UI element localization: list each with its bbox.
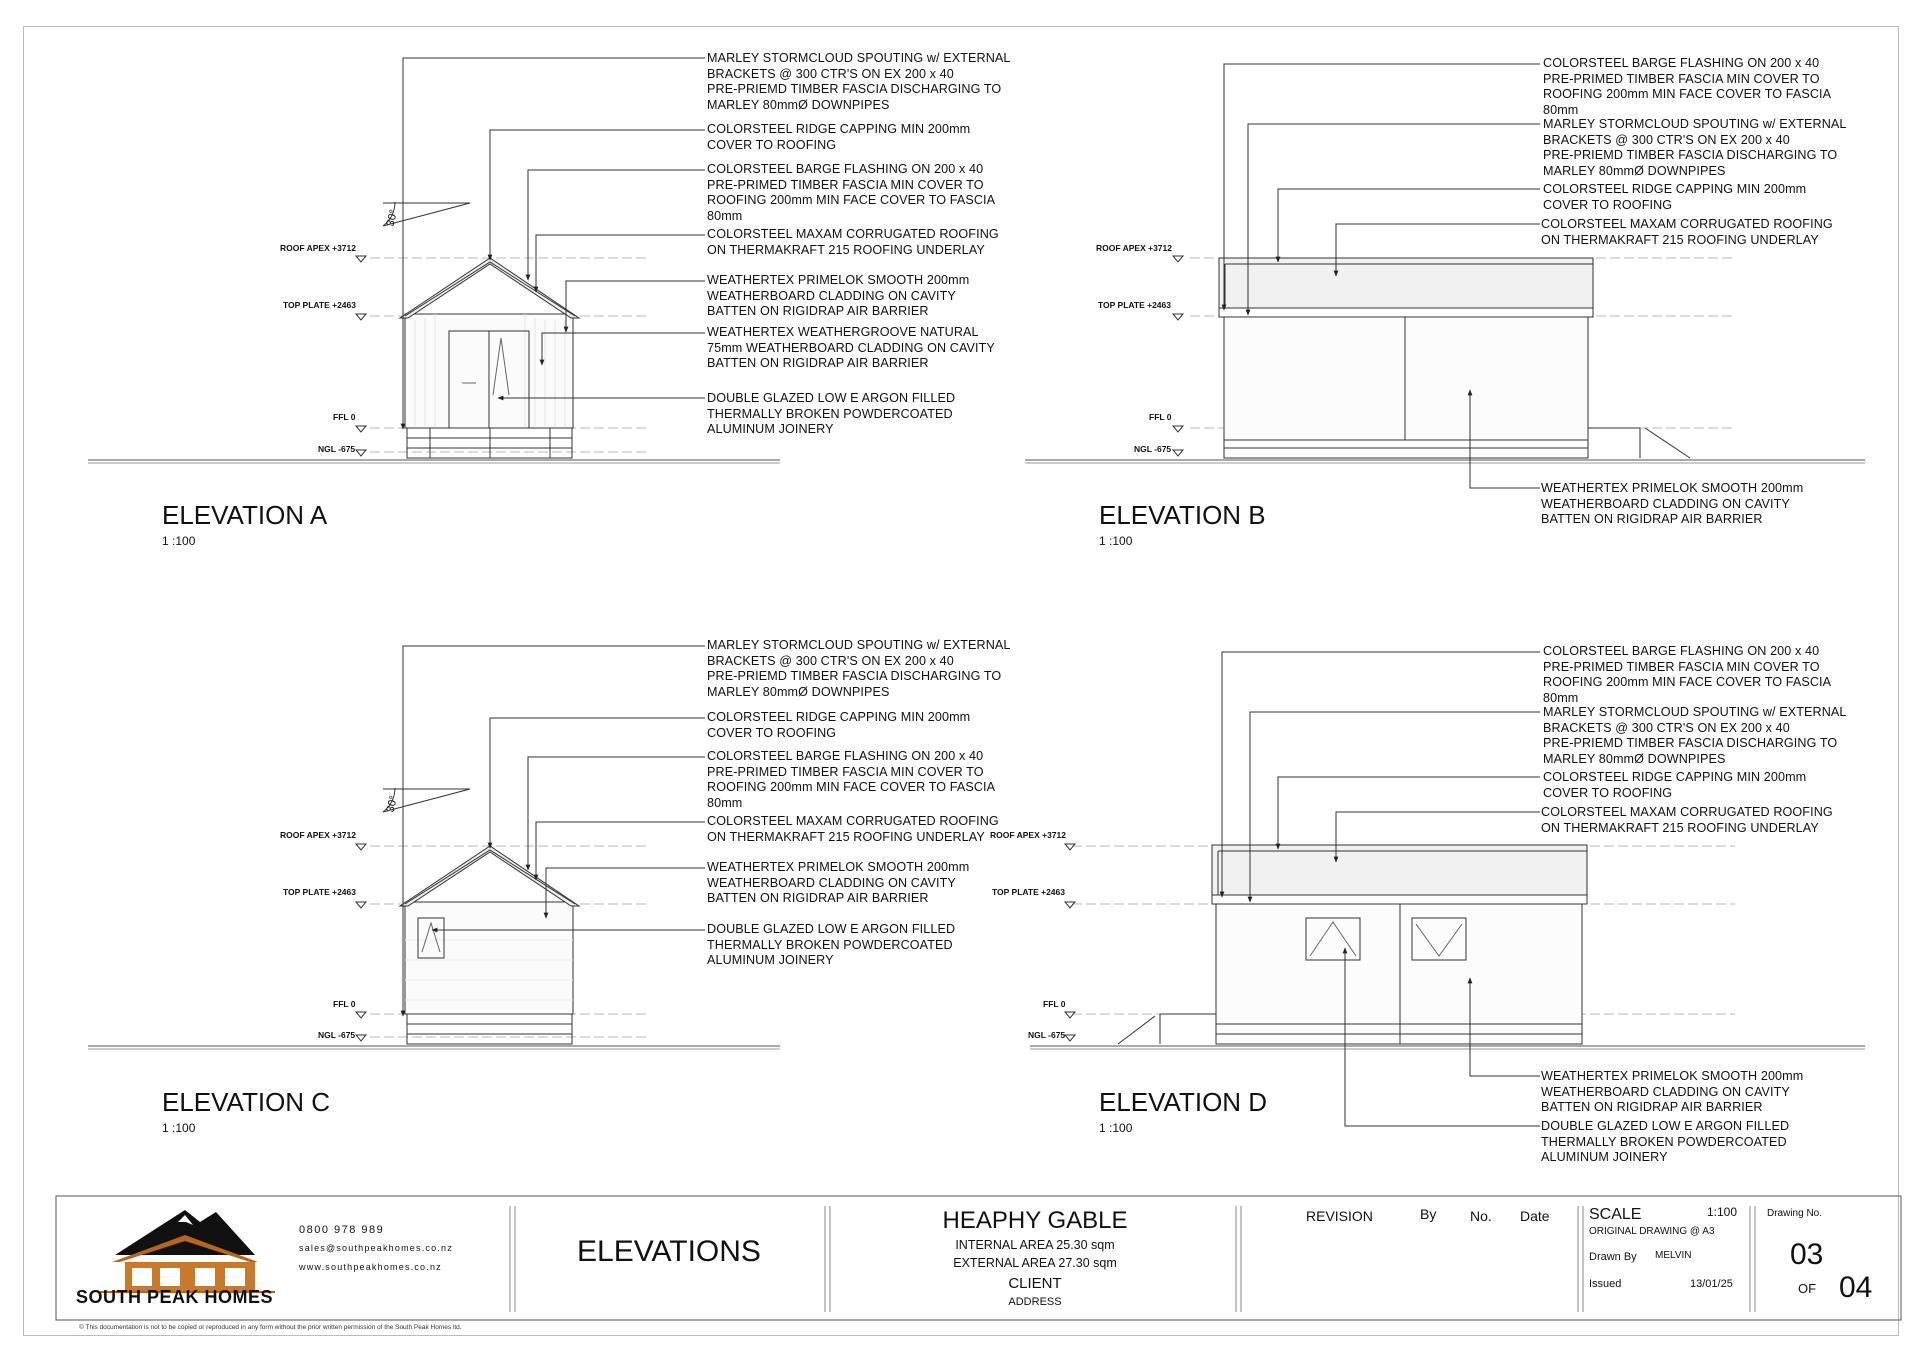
level-ngl: NGL -675 [1028, 1030, 1066, 1040]
note-b-barge: COLORSTEEL BARGE FLASHING ON 200 x 40 PRE-PRIMED TIMBER FASCIA MIN COVER TO ROOFING 200mm MIN FACE COVER TO FASCIA 80mm [1543, 56, 1832, 117]
level-roof-apex: ROOF APEX +3712 [1096, 243, 1172, 253]
revision-date-header: Date [1520, 1208, 1550, 1224]
note-a-primelok: WEATHERTEX PRIMELOK SMOOTH 200mm WEATHERBOARD CLADDING ON CAVITY BATTEN ON RIGIDRAP AIR BARRIER [707, 273, 970, 318]
copyright-disclaimer: © This documentation is not to be copied or reproduced in any form without the prior written permission of the South Peak Homes ltd. [79, 1324, 462, 1331]
note-d-spouting: MARLEY STORMCLOUD SPOUTING w/ EXTERNAL BRACKETS @ 300 CTR'S ON EX 200 x 40 PRE-PRIEMD TIMBER FASCIA DISCHARGING TO MARLEY 80mmØ DOWNPIPES [1543, 705, 1847, 766]
note-d-ridge: COLORSTEEL RIDGE CAPPING MIN 200mm COVER TO ROOFING [1543, 770, 1807, 800]
company-logo [100, 1210, 275, 1292]
company-website: www.southpeakhomes.co.nz [299, 1262, 442, 1272]
drawing-total: 04 [1839, 1271, 1873, 1304]
sheet-title: ELEVATIONS [577, 1235, 761, 1268]
level-top-plate: TOP PLATE +2463 [1098, 300, 1171, 310]
level-roof-apex: ROOF APEX +3712 [280, 243, 356, 253]
drawn-by-label: Drawn By [1589, 1251, 1637, 1263]
drawing-no-label: Drawing No. [1767, 1208, 1823, 1219]
level-top-plate: TOP PLATE +2463 [283, 300, 356, 310]
elevation-a-drawing [88, 58, 780, 463]
elevation-d-title: ELEVATION D [1099, 1087, 1268, 1117]
note-a-ridge: COLORSTEEL RIDGE CAPPING MIN 200mm COVER TO ROOFING [707, 122, 971, 152]
issued-date: 13/01/25 [1690, 1278, 1733, 1290]
elevation-a-title: ELEVATION A [162, 500, 328, 530]
elevation-d-scale: 1 :100 [1099, 1121, 1133, 1135]
level-ngl: NGL -675 [318, 1030, 356, 1040]
note-c-ridge: COLORSTEEL RIDGE CAPPING MIN 200mm COVER TO ROOFING [707, 710, 971, 740]
original-size: ORIGINAL DRAWING @ A3 [1589, 1226, 1715, 1237]
company-email: sales@southpeakhomes.co.nz [299, 1243, 453, 1253]
level-ngl: NGL -675 [318, 444, 356, 454]
revision-by-header: By [1420, 1206, 1437, 1222]
external-area: EXTERNAL AREA 27.30 sqm [953, 1256, 1117, 1270]
elevation-a-scale: 1 :100 [162, 534, 196, 548]
issued-label: Issued [1589, 1278, 1622, 1290]
note-d-primelok: WEATHERTEX PRIMELOK SMOOTH 200mm WEATHERBOARD CLADDING ON CAVITY BATTEN ON RIGIDRAP AIR BARRIER [1541, 1069, 1804, 1114]
note-b-roofing: COLORSTEEL MAXAM CORRUGATED ROOFING ON THERMAKRAFT 215 ROOFING UNDERLAY [1541, 217, 1833, 247]
level-ffl: FFL 0 [333, 412, 356, 422]
note-a-spouting: MARLEY STORMCLOUD SPOUTING w/ EXTERNAL BRACKETS @ 300 CTR'S ON EX 200 x 40 PRE-PRIEMD TIMBER FASCIA DISCHARGING TO MARLEY 80mmØ DOWNPIPES [707, 51, 1011, 112]
pitch-label: 30° [384, 794, 401, 814]
company-name: SOUTH PEAK HOMES [76, 1287, 274, 1307]
note-c-barge: COLORSTEEL BARGE FLASHING ON 200 x 40 PRE-PRIMED TIMBER FASCIA MIN COVER TO ROOFING 200mm MIN FACE COVER TO FASCIA 80mm [707, 749, 996, 810]
revision-no-header: No. [1470, 1208, 1492, 1224]
level-top-plate: TOP PLATE +2463 [992, 887, 1065, 897]
drawn-by-value: MELVIN [1655, 1250, 1692, 1261]
scale-value: 1:100 [1707, 1205, 1738, 1219]
note-a-barge: COLORSTEEL BARGE FLASHING ON 200 x 40 PRE-PRIMED TIMBER FASCIA MIN COVER TO ROOFING 200mm MIN FACE COVER TO FASCIA 80mm [707, 162, 996, 223]
elevation-c-title: ELEVATION C [162, 1087, 331, 1117]
level-ngl: NGL -675 [1134, 444, 1172, 454]
note-c-roofing: COLORSTEEL MAXAM CORRUGATED ROOFING ON THERMAKRAFT 215 ROOFING UNDERLAY [707, 814, 999, 844]
note-d-barge: COLORSTEEL BARGE FLASHING ON 200 x 40 PRE-PRIMED TIMBER FASCIA MIN COVER TO ROOFING 200mm MIN FACE COVER TO FASCIA 80mm [1543, 644, 1832, 705]
note-b-ridge: COLORSTEEL RIDGE CAPPING MIN 200mm COVER TO ROOFING [1543, 182, 1807, 212]
drawing-number: 03 [1790, 1238, 1824, 1271]
revision-header: REVISION [1306, 1208, 1373, 1224]
note-d-joinery: DOUBLE GLAZED LOW E ARGON FILLED THERMALLY BROKEN POWDERCOATED ALUMINUM JOINERY [1541, 1119, 1790, 1164]
note-b-primelok: WEATHERTEX PRIMELOK SMOOTH 200mm WEATHERBOARD CLADDING ON CAVITY BATTEN ON RIGIDRAP AIR BARRIER [1541, 481, 1804, 526]
level-ffl: FFL 0 [1043, 999, 1066, 1009]
drawing-of-label: OF [1798, 1281, 1817, 1296]
elevation-b-title: ELEVATION B [1099, 500, 1266, 530]
internal-area: INTERNAL AREA 25.30 sqm [955, 1238, 1115, 1252]
elevation-c-drawing [88, 646, 780, 1049]
note-c-primelok: WEATHERTEX PRIMELOK SMOOTH 200mm WEATHERBOARD CLADDING ON CAVITY BATTEN ON RIGIDRAP AIR BARRIER [707, 860, 970, 905]
note-a-roofing: COLORSTEEL MAXAM CORRUGATED ROOFING ON THERMAKRAFT 215 ROOFING UNDERLAY [707, 227, 999, 257]
level-top-plate: TOP PLATE +2463 [283, 887, 356, 897]
project-name: HEAPHY GABLE [942, 1207, 1128, 1234]
level-ffl: FFL 0 [1149, 412, 1172, 422]
note-c-joinery: DOUBLE GLAZED LOW E ARGON FILLED THERMALLY BROKEN POWDERCOATED ALUMINUM JOINERY [707, 922, 956, 967]
note-a-joinery: DOUBLE GLAZED LOW E ARGON FILLED THERMALLY BROKEN POWDERCOATED ALUMINUM JOINERY [707, 391, 956, 436]
level-roof-apex: ROOF APEX +3712 [280, 830, 356, 840]
level-roof-apex: ROOF APEX +3712 [990, 830, 1066, 840]
scale-label: SCALE [1589, 1206, 1642, 1223]
level-ffl: FFL 0 [333, 999, 356, 1009]
elevation-c-scale: 1 :100 [162, 1121, 196, 1135]
pitch-label: 30° [384, 208, 401, 228]
note-a-weathergroove: WEATHERTEX WEATHERGROOVE NATURAL 75mm WEATHERBOARD CLADDING ON CAVITY BATTEN ON RIGIDRAP AIR BARRIER [707, 325, 995, 370]
client-label: CLIENT [1008, 1275, 1062, 1292]
note-d-roofing: COLORSTEEL MAXAM CORRUGATED ROOFING ON THERMAKRAFT 215 ROOFING UNDERLAY [1541, 805, 1833, 835]
note-c-spouting: MARLEY STORMCLOUD SPOUTING w/ EXTERNAL BRACKETS @ 300 CTR'S ON EX 200 x 40 PRE-PRIEMD TIMBER FASCIA DISCHARGING TO MARLEY 80mmØ DOWNPIPES [707, 638, 1011, 699]
company-phone: 0800 978 989 [299, 1224, 385, 1236]
elevation-b-scale: 1 :100 [1099, 534, 1133, 548]
address-label: ADDRESS [1008, 1296, 1062, 1308]
note-b-spouting: MARLEY STORMCLOUD SPOUTING w/ EXTERNAL BRACKETS @ 300 CTR'S ON EX 200 x 40 PRE-PRIEMD TIMBER FASCIA DISCHARGING TO MARLEY 80mmØ DOWNPIPES [1543, 117, 1847, 178]
